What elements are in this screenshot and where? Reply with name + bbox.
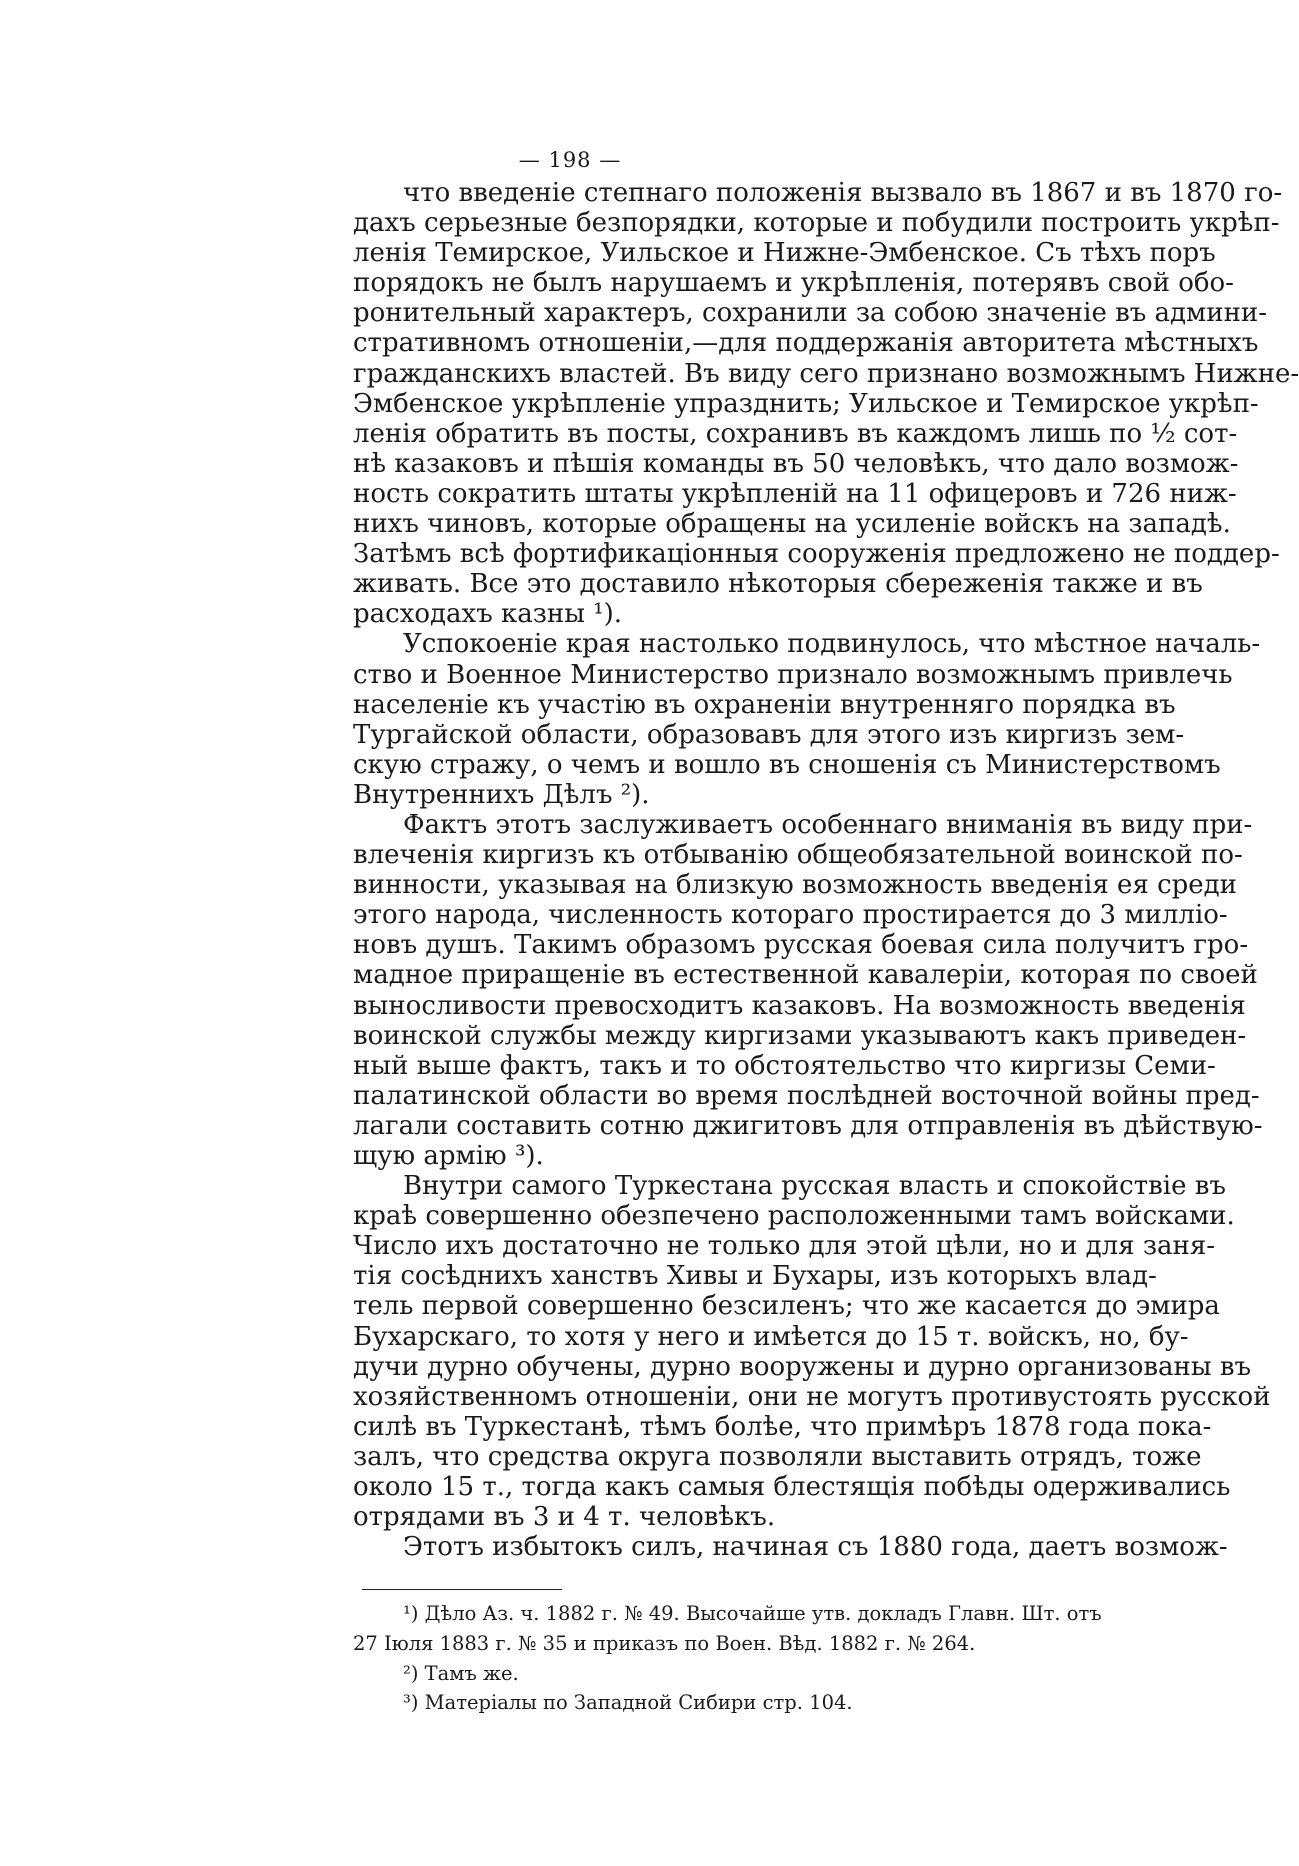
text-line: Число ихъ достаточно не только для этой цѣли, но и для заня- — [353, 1231, 1216, 1262]
paragraph — [353, 1171, 1271, 1533]
text-line: тель первой совершенно безсиленъ; что же касается до эмира — [353, 1291, 1220, 1322]
text-line: ство и Военное Министерство признало возможнымъ привлечь — [353, 659, 1233, 690]
text-line: этого народа, численность котораго простирается до 3 милліо- — [353, 900, 1228, 931]
footnote — [353, 1659, 1093, 1689]
text-line: залъ, что средства округа позволяли выставить отрядъ, тоже — [353, 1441, 1202, 1472]
text-line: палатинской области во время послѣдней восточной войны пред- — [353, 1080, 1260, 1111]
text-line: лагали составить сотню джигитовъ для отправленія въ дѣйствую- — [353, 1110, 1263, 1141]
paragraph — [353, 629, 1261, 810]
text-line: около 15 т., тогда какъ самыя блестящія побѣды одерживались — [353, 1472, 1231, 1503]
text-line: силѣ въ Туркестанѣ, тѣмъ болѣе, что примѣръ 1878 года пока- — [353, 1411, 1212, 1442]
text-line: живать. Все это доставило нѣкоторыя сбереженія также и въ — [353, 569, 1203, 600]
text-line: мадное приращеніе въ естественной кавалеріи, которая по своей — [353, 960, 1258, 991]
text-line: краѣ совершенно обезпечено расположенными тамъ войсками. — [353, 1201, 1235, 1232]
text-line: ность сократить штаты укрѣпленій на 11 офицеровъ и 726 ниж- — [353, 478, 1237, 509]
text-line: Этотъ избытокъ силъ, начиная съ 1880 года, даетъ возмож- — [403, 1532, 1228, 1563]
text-line: Тургайской области, образовавъ для этого изъ киргизъ зем- — [353, 719, 1185, 750]
text-line: нѣ казаковъ и пѣшія команды въ 50 человѣкъ, что дало возмож- — [353, 448, 1239, 479]
text-line: ленія Темирское, Уильское и Нижне-Эмбенское. Съ тѣхъ поръ — [353, 238, 1216, 269]
text-line: щую армію ³). — [353, 1141, 544, 1171]
text-line: Фактъ этотъ заслуживаетъ особеннаго вниманія въ виду при- — [403, 809, 1253, 840]
text-line: населеніе къ участію въ охраненіи внутренняго порядка въ — [353, 689, 1176, 720]
paragraph — [353, 178, 1299, 630]
text-line: ленія обратить въ посты, сохранивъ въ каждомъ лишь по ½ сот- — [353, 418, 1238, 449]
text-line: расходахъ казны ¹). — [353, 599, 623, 630]
footnote-separator — [362, 1589, 562, 1590]
text-line: ный выше фактъ, такъ и то обстоятельство что киргизы Семи- — [353, 1050, 1216, 1081]
page-number: — 198 — — [518, 148, 622, 172]
footnote-line: ²) Тамъ же. — [403, 1661, 519, 1685]
text-line: отрядами въ 3 и 4 т. человѣкъ. — [353, 1502, 776, 1533]
text-line: Эмбенское укрѣпленіе упразднить; Уильское и Темирское укрѣп- — [353, 388, 1259, 419]
text-line: гражданскихъ властей. Въ виду сего признано возможнымъ Нижне- — [353, 358, 1299, 389]
text-line: дахъ серьезные безпорядки, которые и побудили построить укрѣп- — [353, 208, 1280, 239]
text-line: тія сосѣднихъ ханствъ Хивы и Бухары, изъ которыхъ влад- — [353, 1261, 1157, 1292]
text-line: ронительный характеръ, сохранили за собою значеніе въ админи- — [353, 298, 1268, 329]
body-text — [353, 178, 1299, 1563]
text-line: дучи дурно обучены, дурно вооружены и дурно организованы въ — [353, 1351, 1252, 1382]
text-line: Затѣмъ всѣ фортификаціонныя сооруженія предложено не поддер- — [353, 539, 1280, 570]
text-line: стративномъ отношеніи,—для поддержанія авторитета мѣстныхъ — [353, 328, 1259, 359]
text-line: новъ душъ. Такимъ образомъ русская боевая сила получитъ гро- — [353, 930, 1249, 961]
footnote — [353, 1599, 1102, 1659]
text-line: порядокъ не былъ нарушаемъ и укрѣпленія, потерявъ свой обо- — [353, 268, 1234, 299]
text-line: хозяйственномъ отношеніи, они не могутъ противустоять русской — [353, 1381, 1271, 1412]
footnote-line: ³) Матеріалы по Западной Сибири стр. 104. — [403, 1691, 853, 1715]
text-line: влеченія киргизъ къ отбыванію общеобязательной воинской по- — [353, 840, 1243, 871]
footnote-line: ¹) Дѣло Аз. ч. 1882 г. № 49. Высочайше утв. докладъ Главн. Шт. отъ — [403, 1602, 1102, 1625]
paragraph — [353, 809, 1263, 1171]
text-line: Успокоеніе края настолько подвинулось, что мѣстное началь- — [403, 629, 1261, 660]
text-line: скую стражу, о чемъ и вошло въ сношенія съ Министерствомъ — [353, 749, 1221, 780]
footnote-line: 27 Іюля 1883 г. № 35 и приказъ по Воен. Вѣд. 1882 г. № 264. — [353, 1631, 976, 1655]
text-line: Внутреннихъ Дѣлъ ²). — [353, 779, 650, 810]
footnote — [353, 1688, 1093, 1718]
footnotes — [353, 1599, 1102, 1718]
text-line: что введеніе степнаго положенія вызвало въ 1867 и въ 1870 го- — [403, 178, 1283, 208]
text-line: Бухарскаго, то хотя у него и имѣется до 15 т. войскъ, но, бу- — [353, 1321, 1189, 1352]
paragraph — [353, 1532, 1228, 1563]
text-line: нихъ чиновъ, которые обращены на усиленіе войскъ на западѣ. — [353, 509, 1231, 540]
text-line: выносливости превосходитъ казаковъ. На возможность введенія — [353, 990, 1246, 1021]
text-line: воинской службы между киргизами указываютъ какъ приведен- — [353, 1020, 1247, 1051]
text-line: Внутри самого Туркестана русская власть и спокойствіе въ — [403, 1171, 1226, 1202]
text-line: винности, указывая на близкую возможность введенія ея среди — [353, 870, 1237, 901]
